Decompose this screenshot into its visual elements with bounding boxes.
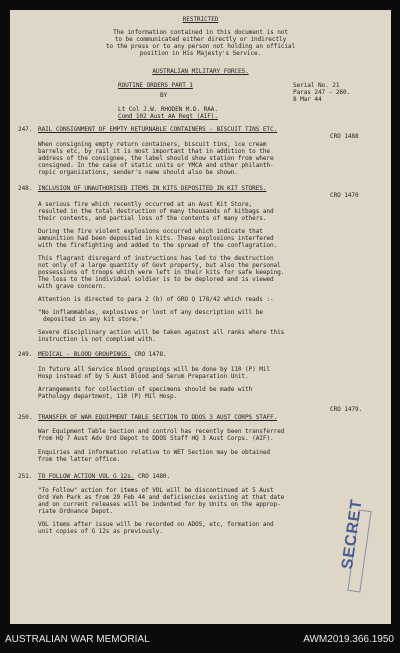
body-line: and on current releases will be indented for by Units on the approp- — [38, 501, 281, 508]
body-line: Hosp instead of by 5 Aust Blood and Serum Preparation Unit. — [38, 373, 249, 380]
para-heading-row — [38, 351, 167, 359]
para-heading: RAIL CONSIGNMENT OF EMPTY RETURNABLE CONTAINERS - BISCUIT TINS ETC. — [38, 126, 278, 133]
notice-line: to the press or to any person not holding an official — [105, 43, 296, 50]
para-heading: TO FOLLOW ACTION VOL G 12s. — [38, 473, 135, 480]
body-line: not only of a large quantity of Govt property, but also the personal — [38, 262, 281, 269]
body-line: with the firefighting and added to the spread of the conflagration. — [38, 242, 278, 249]
force-heading: AUSTRALIAN MILITARY FORCES. — [152, 68, 249, 75]
order-date: 8 Mar 44 — [293, 96, 322, 103]
para-number: 247. — [18, 126, 33, 133]
paras-range: Paras 247 - 260. — [293, 89, 351, 96]
cro-reference: CRO 1488 — [330, 133, 359, 140]
para-heading: TRANSFER OF WAR EQUIPMENT TABLE SECTION TO DDOS 3 AUST CORPS STAFF. — [38, 414, 278, 421]
notice-line: to be communicated either directly or indirectly — [114, 36, 287, 43]
body-line: from the latter office. — [38, 456, 121, 463]
body-line: "To Follow" action for items of VOL will be discontinued at 5 Aust — [38, 487, 274, 494]
para-number: 249. — [18, 351, 33, 358]
secret-stamp: SECRET — [339, 497, 366, 571]
body-line: possessions of troops which were left in their kits for safe keeping. — [38, 269, 285, 276]
body-line: ropic organizations, sender's name should also be shown. — [38, 169, 238, 176]
para-number: 248. — [18, 185, 33, 192]
body-line: During the fire violent explosions occurred which indicate that — [38, 228, 263, 235]
body-line: barrels etc, by rail it is most important that in addition to the — [38, 148, 270, 155]
cro-reference: CRO 1478. — [134, 351, 167, 358]
body-line: Pathology department, 110 (P) Mil Hosp. — [38, 393, 178, 400]
body-line: A serious fire which recently occurred at an Aust Kit Store, — [38, 201, 253, 208]
quoted-line: "No inflammables, explosives or loot of any description will be — [38, 309, 263, 316]
cro-reference: CRO 1470 — [330, 192, 359, 199]
footer-accession-number: AWM2019.366.1950 — [303, 634, 394, 645]
cro-reference: CRO 1480. — [137, 473, 171, 480]
cro-reference: CRO 1479. — [330, 406, 363, 413]
body-line: In future all Service blood groupings will be done by 110 (P) Mil — [38, 366, 270, 373]
body-line: instruction is not complied with. — [38, 336, 156, 343]
body-line: VOL items after issue will be recorded on ADOS, etc, formation and — [38, 521, 274, 528]
body-line: unit copies of G 12s as previously. — [38, 528, 163, 535]
body-line: Attention is directed to para 2 (b) of GRO Q 178/42 which reads :- — [38, 296, 274, 303]
body-line: resulted in the total destruction of many thousands of kitbags and — [38, 208, 274, 215]
body-line: ammunition had been deposited in kits. These explosions interfered — [38, 235, 274, 242]
body-line: Arrangements for collection of specimens should be made with — [38, 386, 253, 393]
body-line: The loss to the individual soldier is to be deplored and is viewed — [38, 276, 274, 283]
classification-heading: RESTRICTED — [182, 16, 219, 23]
footer-institution: AUSTRALIAN WAR MEMORIAL — [5, 634, 150, 645]
body-line: When consigning empty return containers, biscuit tins, ice cream — [38, 141, 267, 148]
command-line: Comd 102 Aust AA Regt (AIF). — [118, 113, 218, 120]
quoted-line: deposited in any kit store." — [43, 316, 143, 323]
body-line: with grave concern. — [38, 283, 106, 290]
para-number: 250. — [18, 414, 33, 421]
body-line: address of the consignee, the label should show station from where — [38, 155, 274, 162]
body-line: War Equipment Table Section and control has recently been transferred — [38, 428, 285, 435]
serial-number: Serial No. 21 — [293, 82, 340, 89]
notice-line: The information contained in this document is not — [113, 29, 288, 36]
body-line: Severe disciplinary action will be taken against all ranks where this — [38, 329, 285, 336]
body-line: Ord Veh Park as from 29 Feb 44 and deficiencies existing at that date — [38, 494, 285, 501]
para-heading: MEDICAL - BLOOD GROUPINGS. — [38, 351, 131, 358]
body-line: Enquiries and information relative to WET Section may be obtained — [38, 449, 270, 456]
body-line: riate Ordnance Depot. — [38, 508, 113, 515]
archive-footer — [0, 624, 400, 653]
officer-name: Lt Col J.W. RHODEN M.D. RAA. — [118, 106, 218, 113]
body-line: their contents, and partial loss of the contents of many others. — [38, 215, 267, 222]
notice-line: position in His Majesty's Service. — [139, 50, 262, 57]
body-line: from HQ 7 Aust Adv Ord Depot to DDOS Staff HQ 3 Aust Corps. (AIF). — [38, 435, 274, 442]
document-page — [10, 10, 391, 624]
body-line: This flagrant disregard of instructions has led to the destruction — [38, 255, 274, 262]
by-label: BY — [160, 92, 168, 99]
body-line: consigned. In the case of static units or YMCA and other philanth- — [38, 162, 274, 169]
order-title: ROUTINE ORDERS PART 1 — [118, 82, 193, 89]
para-heading-row — [38, 473, 170, 481]
para-number: 251. — [18, 473, 33, 480]
para-heading: INCLUSION OF UNAUTHORISED ITEMS IN KITS DEPOSITED IN KIT STORES. — [38, 185, 267, 192]
